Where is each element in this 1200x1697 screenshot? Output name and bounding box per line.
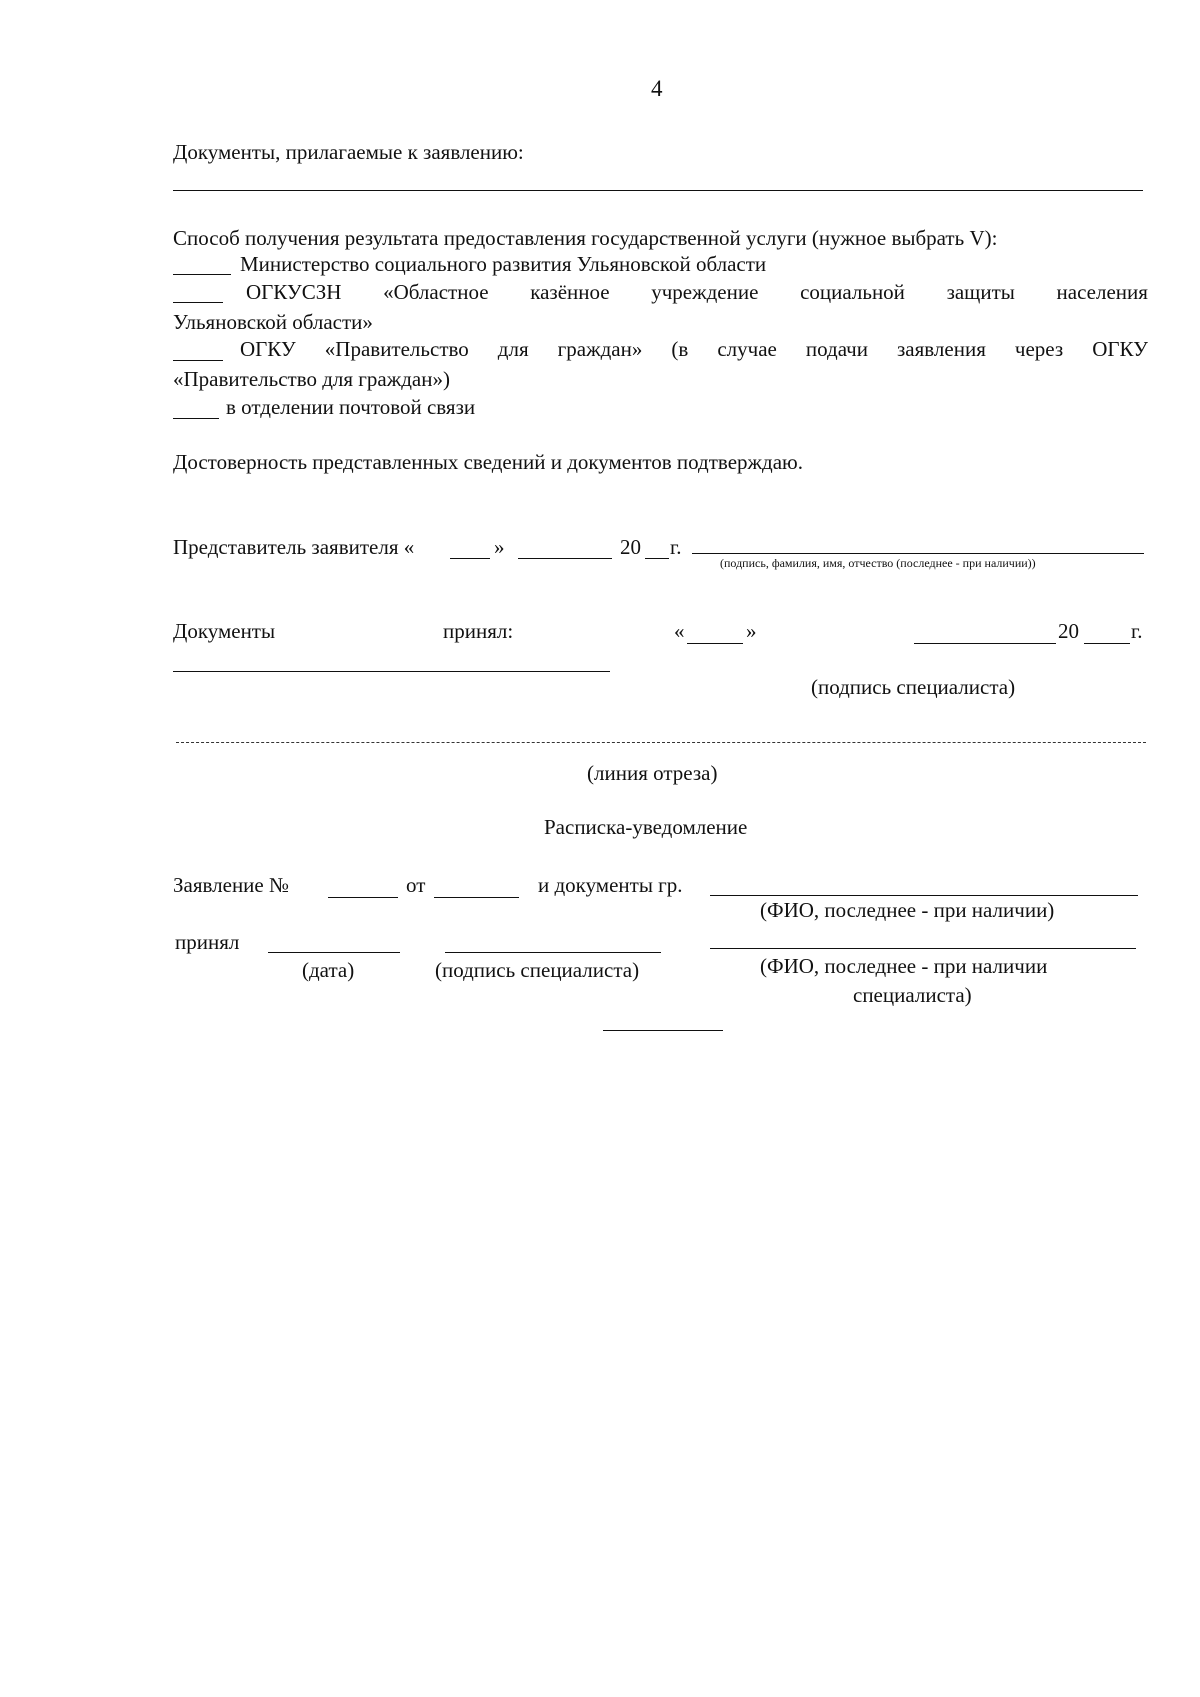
accepted-word2: принял: [443,619,514,643]
receipt-date-caption: (дата) [302,958,355,982]
option4-label: в отделении почтовой связи [226,395,476,419]
receipt-accept-date-line[interactable] [268,952,400,953]
representative-caption: (подпись, фамилия, имя, отчество (последнее - при наличии)) [720,556,1036,570]
option1-checkbox-line[interactable] [173,274,231,275]
cut-line-caption: (линия отреза) [587,761,718,785]
option3-line1 [240,337,1148,362]
receipt-fio-caption: (ФИО, последнее - при наличии) [760,898,1055,922]
representative-year-suffix: г. [670,535,682,559]
representative-signature-line[interactable] [692,553,1144,554]
accepted-caption: (подпись специалиста) [811,675,1016,699]
representative-year-prefix: 20 [620,535,641,559]
accepted-signature-line[interactable] [173,671,610,672]
attachments-field-line[interactable] [173,190,1143,191]
receipt-specialist-fio-line[interactable] [710,948,1136,949]
word: через [1014,337,1064,361]
word: для [497,337,529,361]
attachments-label: Документы, прилагаемые к заявлению: [173,140,524,164]
receipt-statement-label: Заявление № [173,873,290,897]
option3-checkbox-line[interactable] [173,360,223,361]
closing-line [603,1030,723,1031]
page-number: 4 [651,76,663,101]
receipt-accept-signature-line[interactable] [445,952,661,953]
representative-label: Представитель заявителя « [173,535,415,559]
word: «Областное [383,280,489,304]
option2-line2: Ульяновской области» [173,310,373,334]
representative-month-line[interactable] [518,558,612,559]
receipt-signature-caption: (подпись специалиста) [435,958,640,982]
cut-line [176,742,1146,743]
word: граждан» [557,337,643,361]
word: казённое [530,280,610,304]
accepted-quote-open: « [674,619,685,643]
representative-day-line[interactable] [450,558,490,559]
accepted-year-suffix: г. [1131,619,1143,643]
word: ОГКУСЗН [246,280,342,304]
confirmation-text: Достоверность представленных сведений и документов подтверждаю. [173,450,803,474]
receipt-specialist-caption-line2: специалиста) [853,983,972,1007]
receipt-docs-label: и документы гр. [538,873,683,897]
delivery-heading: Способ получения результата предоставления государственной услуги (нужное выбрать V): [173,226,998,250]
accepted-word1: Документы [173,619,276,643]
word: ОГКУ [240,337,296,361]
receipt-from-label: от [406,873,426,897]
representative-quote-close: » [494,535,505,559]
option4-checkbox-line[interactable] [173,418,219,419]
word: учреждение [651,280,759,304]
receipt-accepted-label: принял [175,930,240,954]
option2-line1 [246,280,1148,305]
accepted-quote-close: » [746,619,757,643]
word: ОГКУ [1092,337,1148,361]
option2-checkbox-line[interactable] [173,302,223,303]
receipt-specialist-caption-line1: (ФИО, последнее - при наличии [760,954,1048,978]
accepted-year-prefix: 20 [1058,619,1079,643]
receipt-date-line[interactable] [434,897,519,898]
word: защиты [946,280,1015,304]
accepted-year-line[interactable] [1084,643,1130,644]
word: социальной [800,280,905,304]
word: заявления [897,337,986,361]
word: случае [717,337,777,361]
word: населения [1056,280,1148,304]
receipt-title: Расписка-уведомление [544,815,748,839]
option3-line2: «Правительство для граждан») [173,367,450,391]
word: подачи [805,337,868,361]
accepted-day-line[interactable] [687,643,743,644]
receipt-statement-number-line[interactable] [328,897,398,898]
accepted-month-line[interactable] [914,643,1056,644]
word: (в [671,337,689,361]
option1-label: Министерство социального развития Ульяновской области [240,252,767,276]
word: «Правительство [324,337,469,361]
representative-year-line[interactable] [645,558,669,559]
receipt-applicant-fio-line[interactable] [710,895,1138,896]
